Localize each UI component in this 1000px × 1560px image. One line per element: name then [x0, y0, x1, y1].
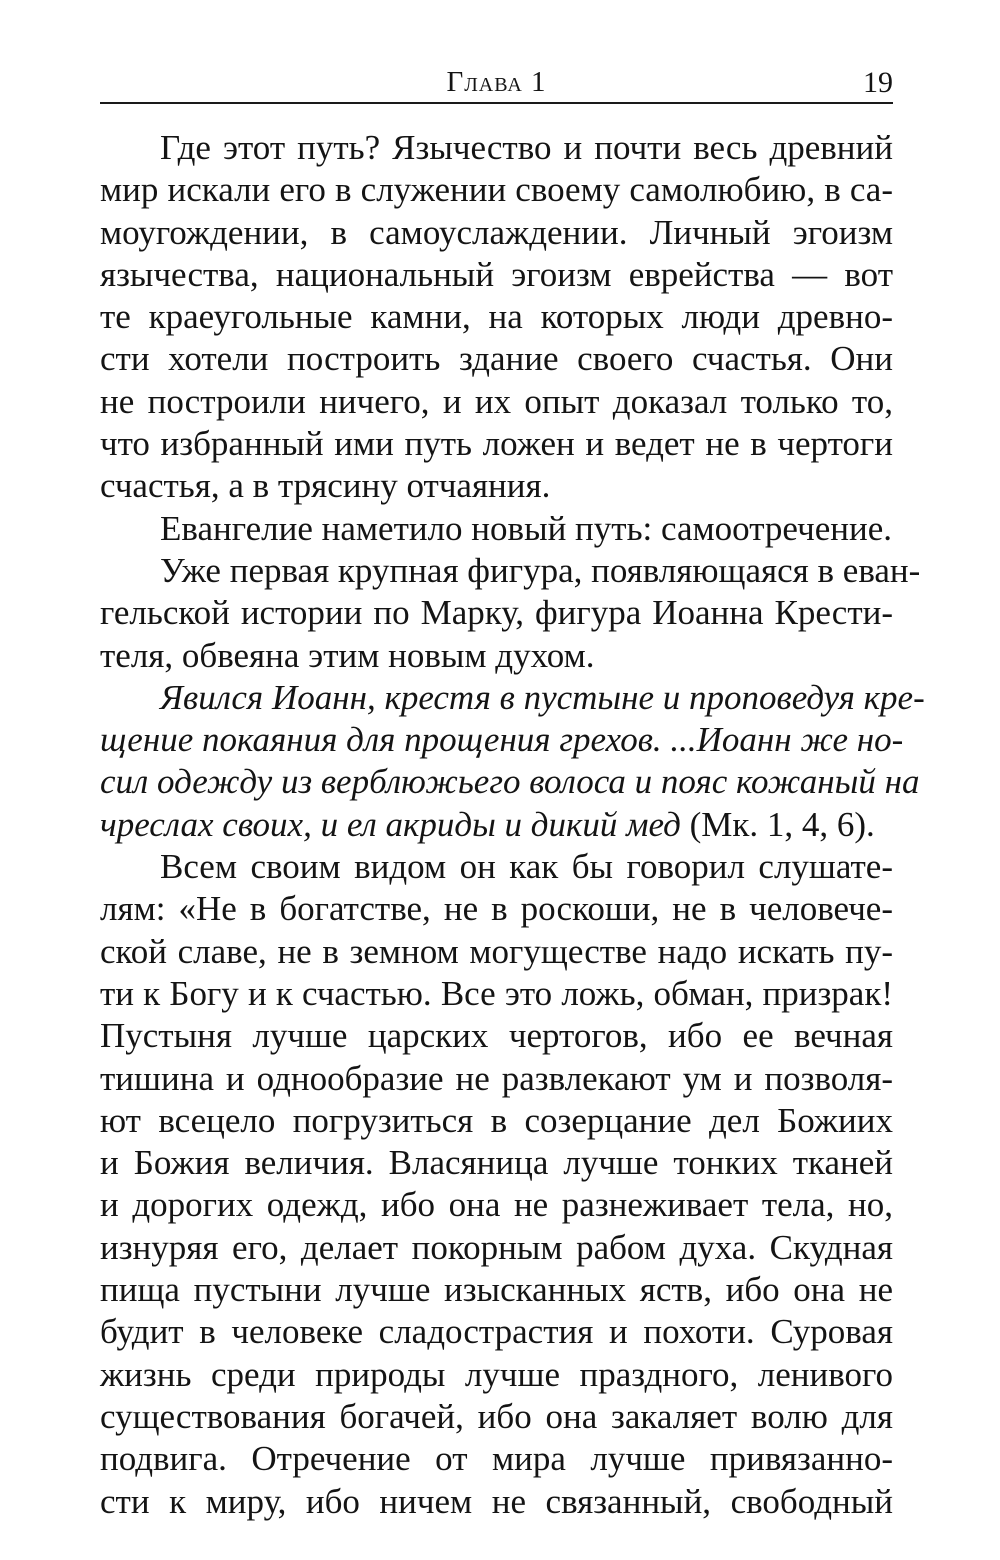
text-line: мир искали его в служении своему самолюбию, в са- — [100, 170, 893, 210]
text-line: сти к миру, ибо ничем не связанный, свободный — [100, 1481, 893, 1521]
text-line: сти хотели построить здание своего счастья. Они — [100, 339, 893, 379]
text-line: Всем своим видом он как бы говорил слушате- — [160, 847, 893, 887]
text-line: моугождении, в самоуслаждении. Личный эгоизм — [100, 212, 893, 252]
text-line: ти к Богу и к счастью. Все это ложь, обман, призрак! — [100, 973, 893, 1013]
text-line: тишина и однообразие не развлекают ум и позволя- — [100, 1058, 893, 1098]
body-text — [100, 127, 925, 1523]
text-line: ют всецело погрузиться в созерцание дел Божиих — [100, 1100, 893, 1140]
text-line: ской славе, не в земном могуществе надо искать пу- — [100, 931, 893, 971]
text-line: лям: «Не в богатстве, не в роскоши, не в человече- — [100, 889, 893, 929]
running-head: Глава 1 — [446, 66, 547, 98]
text-line: язычества, национальный эгоизм еврейства — вот — [100, 254, 893, 294]
page-header — [100, 62, 893, 104]
text-line: что избранный ими путь ложен и ведет не в чертоги — [100, 424, 893, 464]
page-number: 19 — [863, 66, 893, 99]
text-line: существования богачей, ибо она закаляет волю для — [100, 1396, 893, 1436]
quote-line: сил одежду из верблюжьего волоса и пояс кожаный на — [100, 762, 920, 802]
scripture-reference: (Мк. 1, 4, 6). — [680, 804, 875, 844]
text-line: Евангелие наметило новый путь: самоотречение. — [160, 508, 892, 548]
text-line: и дорогих одежд, ибо она не разнеживает тела, но, — [100, 1185, 893, 1225]
quote-line — [100, 804, 893, 846]
text-line: счастья, а в трясину отчаяния. — [100, 466, 551, 506]
text-line: те краеугольные камни, на которых люди древно- — [100, 297, 893, 337]
text-line: не построили ничего, и их опыт доказал только то, — [100, 381, 893, 421]
text-line: пища пустыни лучше изысканных яств, ибо она не — [100, 1270, 893, 1310]
text-line: и Божия величия. Власяница лучше тонких тканей — [100, 1143, 893, 1183]
quote-fragment: чреслах своих, и ел акриды и дикий мед — [100, 804, 681, 844]
text-line: теля, обвеяна этим новым духом. — [100, 635, 595, 675]
quote-line: щение покаяния для прощения грехов. ...Иоанн же но- — [100, 720, 904, 760]
text-line: подвига. Отречение от мира лучше привязанно- — [100, 1439, 893, 1479]
text-line: Уже первая крупная фигура, появляющаяся в еван- — [160, 550, 921, 590]
text-line: Пустыня лучше царских чертогов, ибо ее вечная — [100, 1016, 893, 1056]
text-line: жизнь среди природы лучше праздного, ленивого — [100, 1354, 893, 1394]
text-line: изнуряя его, делает покорным рабом духа. Скудная — [100, 1227, 893, 1267]
text-line: будит в человеке сладострастия и похоти. Суровая — [100, 1312, 893, 1352]
text-line: гельской истории по Марку, фигура Иоанна Крести- — [100, 593, 893, 633]
text-line: Где этот путь? Язычество и почти весь древний — [160, 128, 893, 167]
quote-line: Явился Иоанн, крестя в пустыне и проповедуя кре- — [160, 677, 925, 717]
